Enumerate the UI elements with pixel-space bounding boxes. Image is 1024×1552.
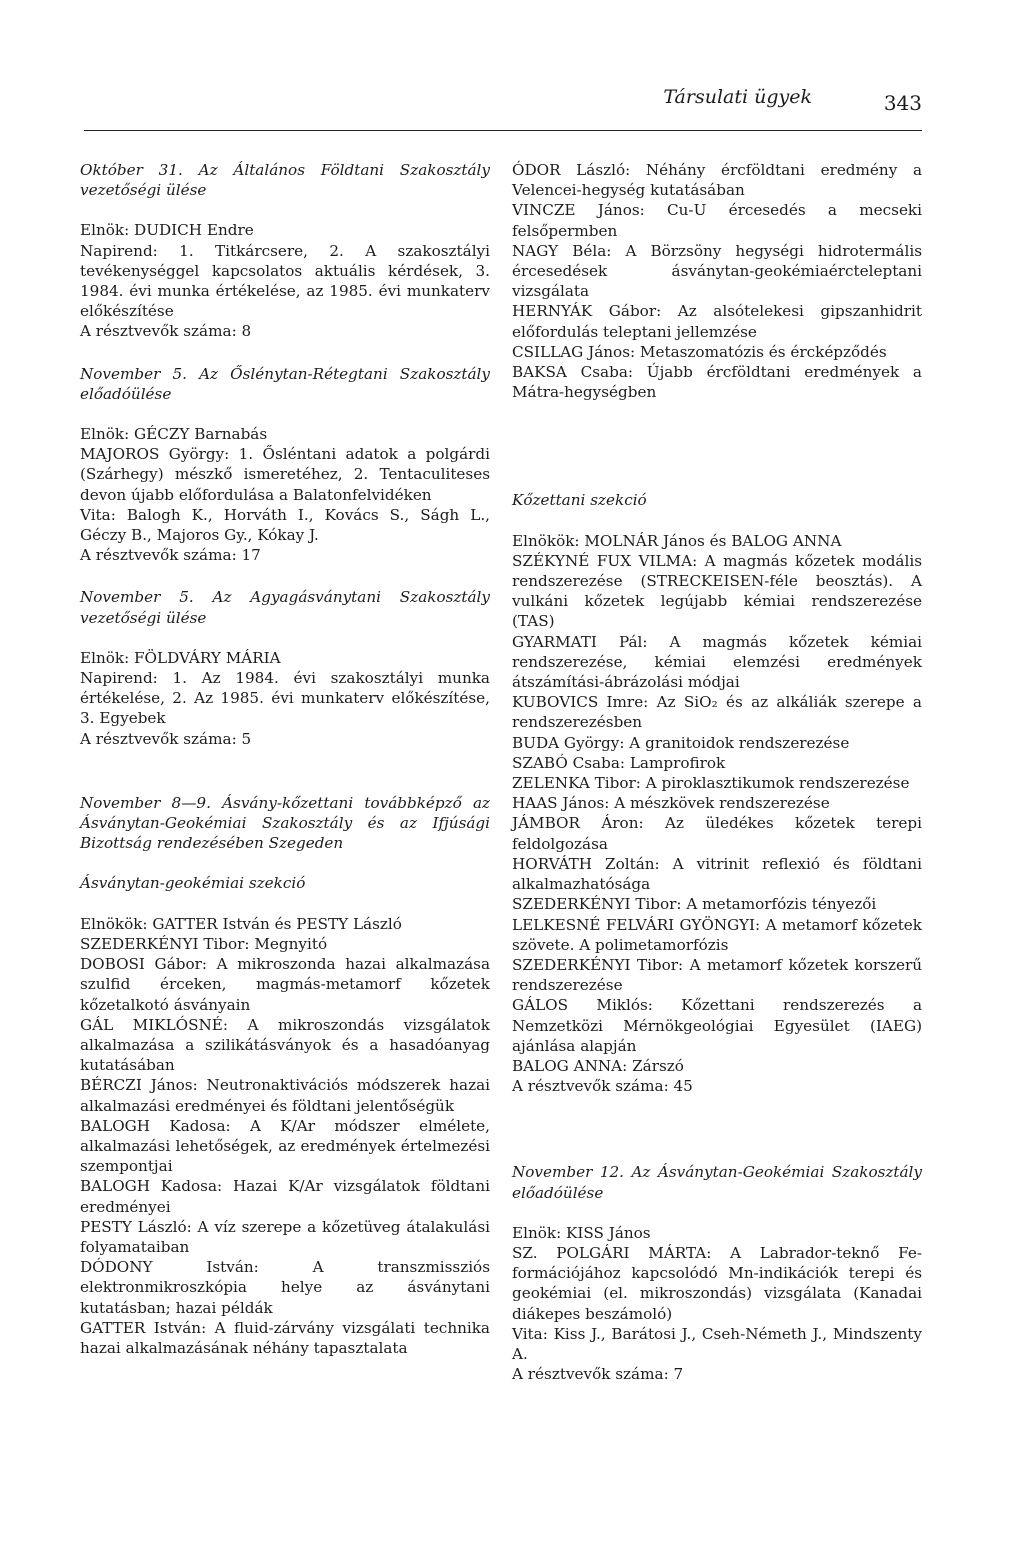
text-line: Vita: Kiss J., Barátosi J., Cseh-Németh J., Mindszenty A. (512, 1324, 922, 1363)
text-line: GATTER István: A fluid-zárvány vizsgálati technika hazai alkalmazásának néhány tapasztalata (80, 1318, 490, 1357)
text-line: SZÉKYNÉ FUX VILMA: A magmás kőzetek modális rendszerezése (STRECKEISEN-féle beosztás). A vulkáni kőzetek legújabb kémiai rendszerezése (TAS) (512, 551, 922, 631)
text-line: SZABÓ Csaba: Lamprofirok (512, 753, 726, 772)
text-line: HAAS János: A mészkövek rendszerezése (512, 794, 830, 813)
subsection-heading: Kőzettani szekció (512, 491, 647, 510)
text-line: BALOGH Kadosa: Hazai K/Ar vizsgálatok földtani eredményei (80, 1177, 490, 1216)
text-line: HERNYÁK Gábor: Az alsótelekesi gipszanhidrit előfordulás teleptani jellemzése (512, 302, 922, 341)
text-line: ZELENKA Tibor: A piroklasztikumok rendszerezése (512, 774, 910, 793)
text-line: A résztvevők száma: 8 (80, 322, 252, 341)
text-line: Elnök: DUDICH Endre (80, 221, 254, 240)
section-heading: November 12. Az Ásványtan-Geokémiai Szakosztály előadóülése (512, 1163, 922, 1202)
text-line: ÓDOR László: Néhány ércföldtani eredmény a Velencei-hegység kutatásában (512, 161, 922, 200)
page-number: 343 (883, 91, 922, 115)
text-line: Napirend: 1. Titkárcsere, 2. A szakosztályi tevékenységgel kapcsolatos aktuális kérdések, 3. 1984. évi munka értékelése, az 1985. évi munkaterv előkészítése (80, 241, 490, 321)
text-line: BÉRCZI János: Neutronaktivációs módszerek hazai alkalmazási eredményei és földtani jelentőségük (80, 1076, 490, 1115)
text-line: SZEDERKÉNYI Tibor: Megnyitó (80, 934, 328, 953)
text-line: SZ. POLGÁRI MÁRTA: A Labrador-teknő Fe-formációjához kapcsolódó Mn-indikációk terepi és geokémiai (el. mikroszondás) vizsgálata (Kanadai diákepes beszámoló) (512, 1243, 922, 1323)
text-line: Elnök: KISS János (512, 1223, 651, 1242)
text-line: Elnök: FÖLDVÁRY MÁRIA (80, 648, 281, 667)
text-line: PESTY László: A víz szerepe a kőzetüveg átalakulási folyamataiban (80, 1217, 490, 1256)
text-line: A résztvevők száma: 45 (512, 1077, 693, 1096)
section-heading: November 5. Az Agyagásványtani Szakosztály vezetőségi ülése (80, 588, 490, 627)
text-line: A résztvevők száma: 5 (80, 729, 252, 748)
text-line: KUBOVICS Imre: Az SiO₂ és az alkáliák szerepe a rendszerezésben (512, 693, 922, 732)
text-line: GÁLOS Miklós: Kőzettani rendszerezés a Nemzetközi Mérnökgeológiai Egyesület (IAEG) ajánlása alapján (512, 996, 922, 1055)
text-line: A résztvevők száma: 17 (80, 546, 261, 565)
text-line: VINCZE János: Cu-U ércesedés a mecseki felsőpermben (512, 201, 922, 240)
page-header (84, 86, 922, 126)
text-line: MAJOROS György: 1. Ősléntani adatok a polgárdi (Szárhegy) mészkő ismeretéhez, 2. Tentaculiteses devon újabb előfordulása a Balatonfelvidéken (80, 445, 490, 504)
text-line: CSILLAG János: Metaszomatózis és ércképződés (512, 342, 887, 361)
text-line: DOBOSI Gábor: A mikroszonda hazai alkalmazása szulfid érceken, magmás-metamorf kőzetek kőzetalkotó ásványain (80, 955, 490, 1014)
text-line: BAKSA Csaba: Újabb ércföldtani eredmények a Mátra-hegységben (512, 363, 922, 402)
text-line: BUDA György: A granitoidok rendszerezése (512, 733, 850, 752)
text-line: JÁMBOR Áron: Az üledékes kőzetek terepi feldolgozása (512, 814, 922, 853)
header-rule (84, 130, 922, 131)
text-line: Vita: Balogh K., Horváth I., Kovács S., Ságh L., Géczy B., Majoros Gy., Kókay J. (80, 505, 490, 545)
section-heading: November 5. Az Őslénytan-Rétegtani Szakosztály előadóülése (80, 364, 490, 403)
running-title: Társulati ügyek (663, 86, 812, 108)
text-line: BALOG ANNA: Zárszó (512, 1056, 684, 1075)
text-line: Napirend: 1. Az 1984. évi szakosztályi munka értékelése, 2. Az 1985. évi munkaterv előkészítése, 3. Egyebek (80, 669, 490, 728)
left-column (80, 160, 490, 1358)
text-line: SZEDERKÉNYI Tibor: A metamorfózis tényezői (512, 895, 877, 914)
text-line: Elnökök: MOLNÁR János és BALOG ANNA (512, 531, 842, 550)
right-column (512, 160, 922, 1384)
text-line: SZEDERKÉNYI Tibor: A metamorf kőzetek korszerű rendszerezése (512, 955, 922, 995)
text-line: NAGY Béla: A Börzsöny hegységi hidrotermális ércesedések ásványtan-geokémiaércteleptani vizsgálata (512, 241, 922, 301)
text-line: Elnök: GÉCZY Barnabás (80, 425, 268, 444)
text-line: Elnökök: GATTER István és PESTY László (80, 914, 402, 933)
text-line: HORVÁTH Zoltán: A vitrinit reflexió és földtani alkalmazhatósága (512, 854, 922, 894)
text-line: LELKESNÉ FELVÁRI GYÖNGYI: A metamorf kőzetek szövete. A polimetamorfózis (512, 915, 922, 954)
section-heading: Október 31. Az Általános Földtani Szakosztály vezetőségi ülése (80, 161, 490, 200)
text-line: GÁL MIKLÓSNÉ: A mikroszondás vizsgálatok alkalmazása a szilikátásványok és a hasadóanyag kutatásában (80, 1015, 490, 1075)
text-line: BALOGH Kadosa: A K/Ar módszer elmélete, alkalmazási lehetőségek, az eredmények értelmezési szempontjai (80, 1116, 490, 1176)
text-line: GYARMATI Pál: A magmás kőzetek kémiai rendszerezése, kémiai elemzési eredmények átszámítási-ábrázolási módjai (512, 632, 922, 692)
section-heading: November 8—9. Ásvány-kőzettani továbbképző az Ásványtan-Geokémiai Szakosztály és az Ifjúsági Bizottság rendezésében Szegeden (80, 793, 490, 853)
text-line: DÓDONY István: A transzmissziós elektronmikroszkópia helye az ásványtani kutatásban; hazai példák (80, 1258, 490, 1317)
text-line: A résztvevők száma: 7 (512, 1365, 684, 1384)
subsection-heading: Ásványtan-geokémiai szekció (80, 874, 306, 893)
